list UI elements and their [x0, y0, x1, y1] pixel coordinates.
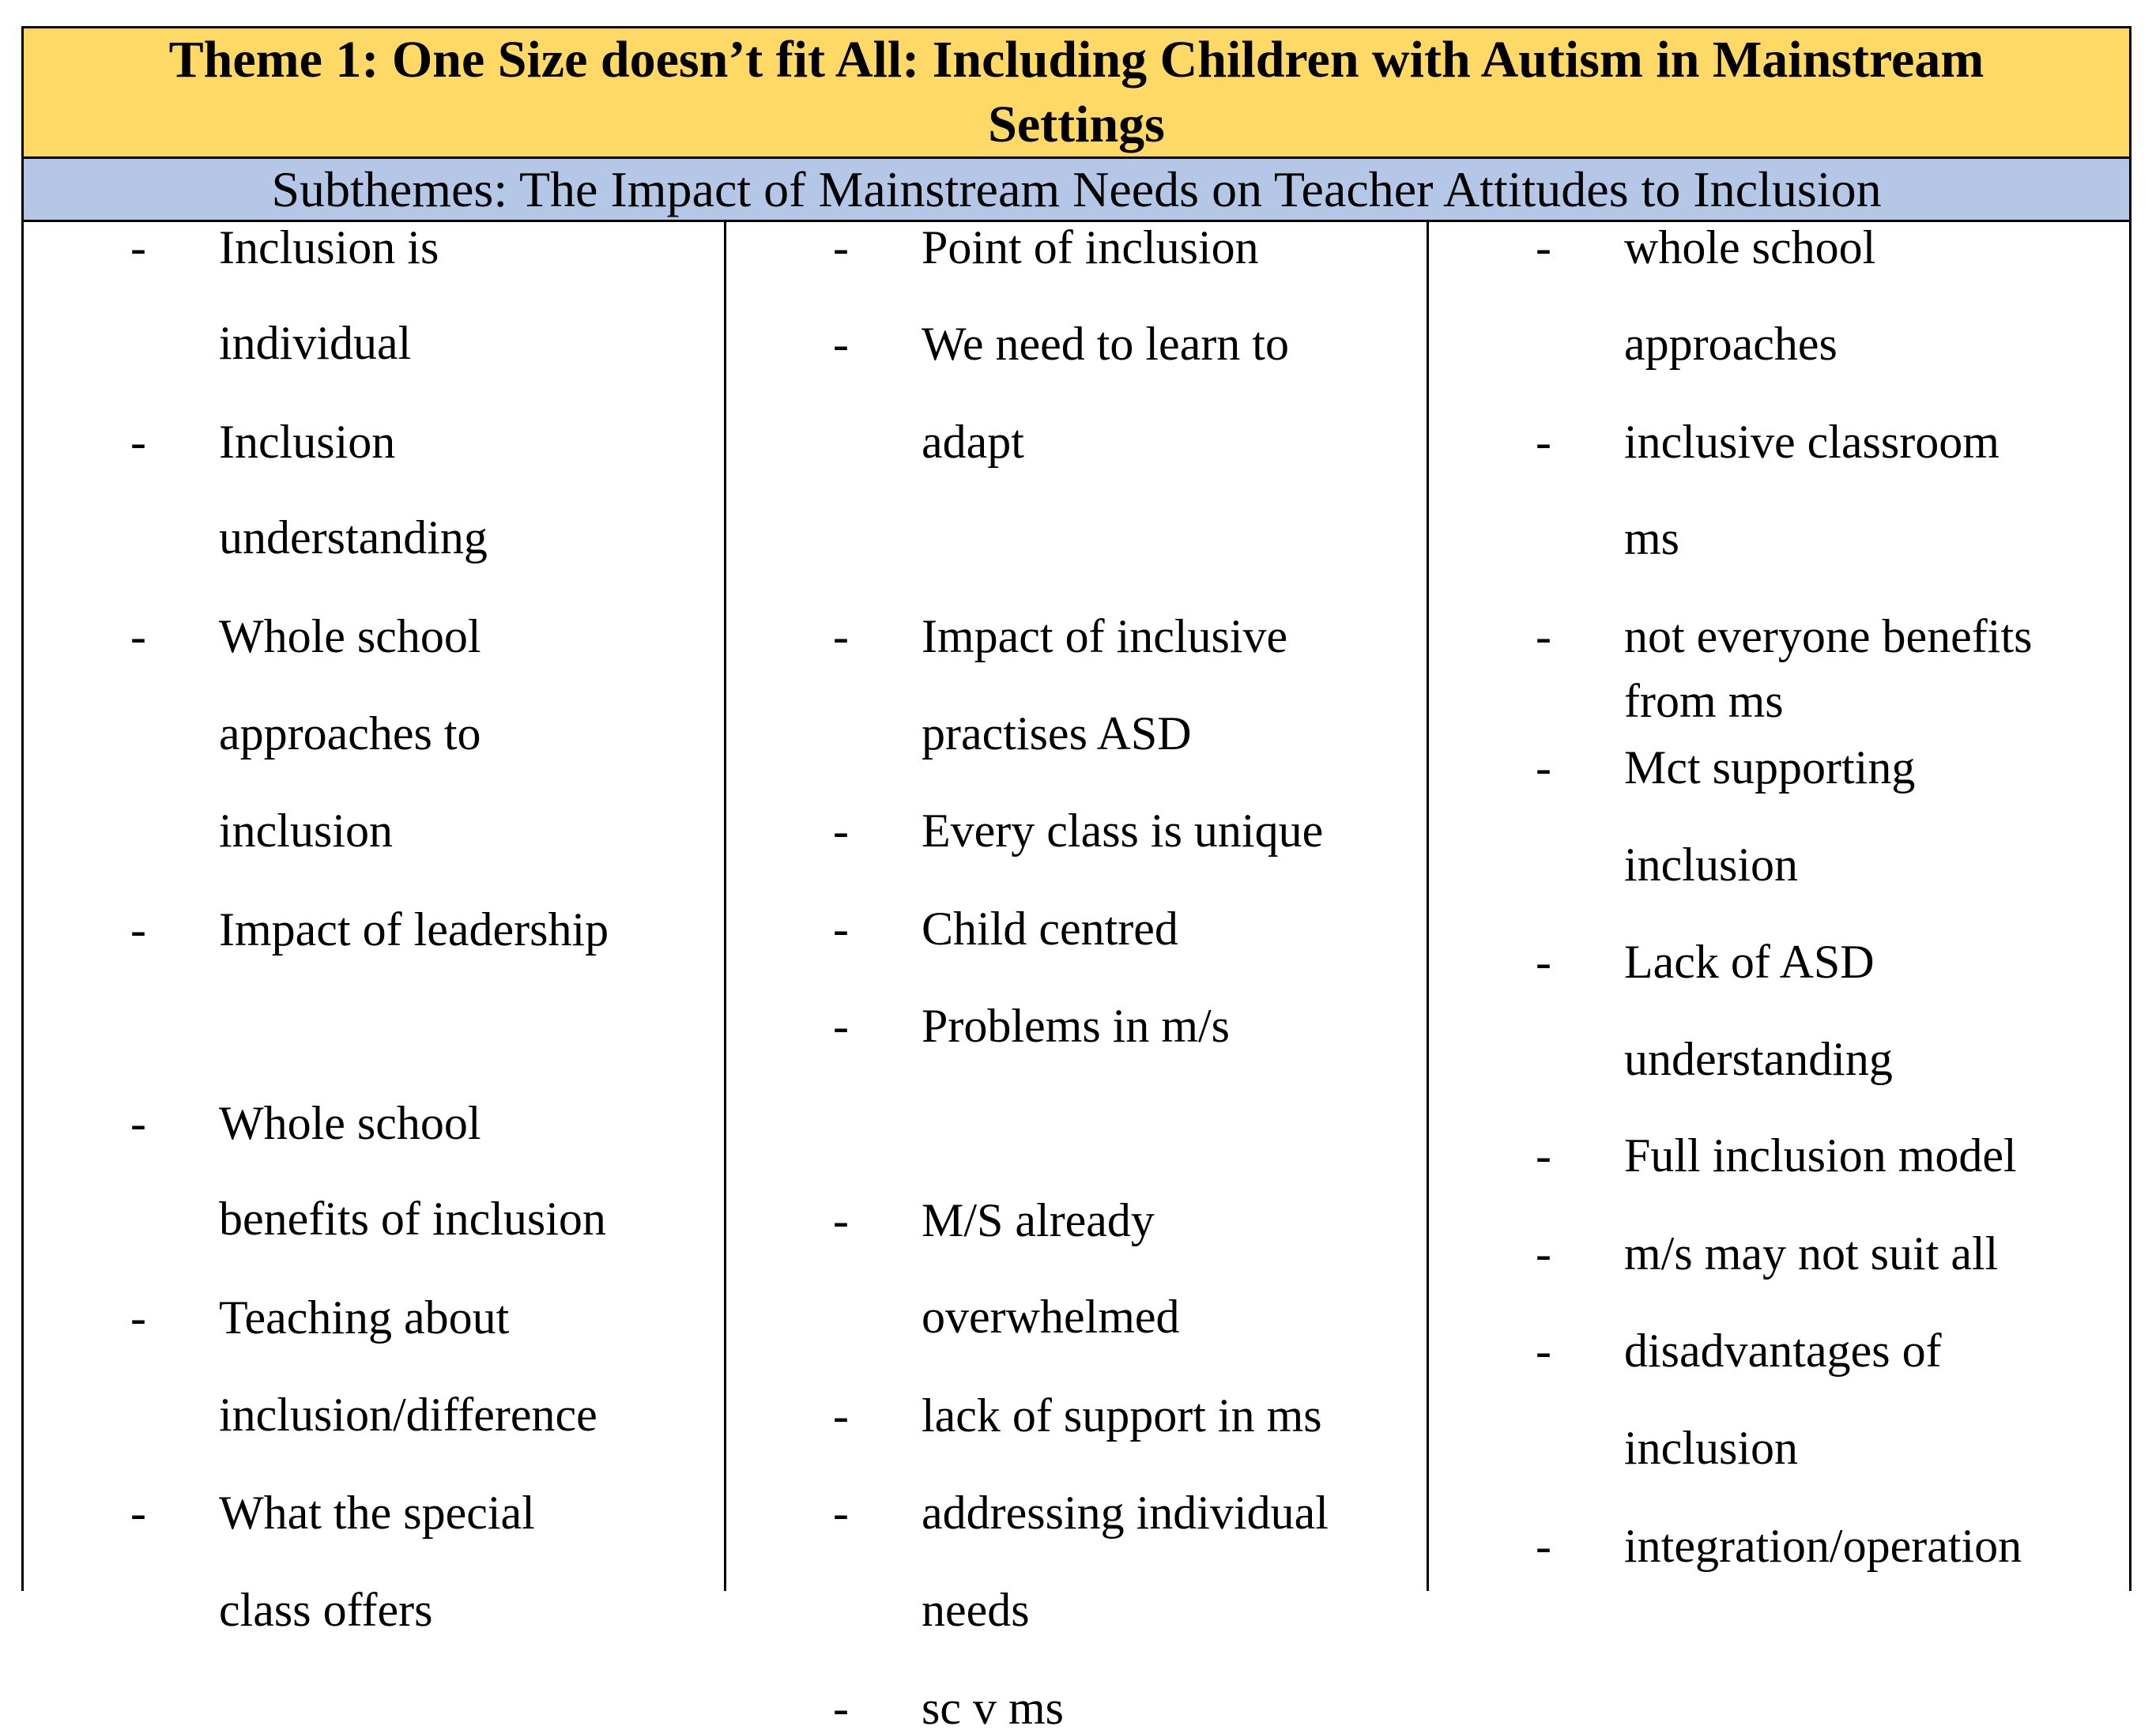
- bullet-dash: -: [833, 1194, 849, 1246]
- code-item-line: Whole school: [219, 610, 481, 662]
- code-item-line: What the special: [219, 1487, 535, 1539]
- code-item-line: practises ASD: [922, 707, 1192, 760]
- code-item-line: addressing individual: [922, 1487, 1329, 1539]
- code-item-line: Problems in m/s: [922, 1000, 1231, 1052]
- bullet-dash: -: [833, 903, 849, 955]
- code-item-line: Teaching about: [219, 1291, 510, 1344]
- bullet-dash: -: [1536, 1520, 1551, 1572]
- code-item-line: inclusion/difference: [219, 1389, 597, 1441]
- code-item-line: not everyone benefits: [1624, 610, 2033, 662]
- code-item-line: Child centred: [922, 903, 1178, 955]
- code-item-line: approaches: [1624, 318, 1838, 370]
- bullet-dash: -: [1536, 1227, 1551, 1280]
- code-item-line: We need to learn to: [922, 318, 1289, 370]
- bullet-dash: -: [1536, 221, 1551, 273]
- subtheme-header: [24, 159, 2129, 222]
- code-item-line: inclusive classroom: [1624, 416, 2000, 468]
- bullet-dash: -: [833, 1000, 849, 1052]
- bullet-dash: -: [130, 1487, 146, 1539]
- bullet-dash: -: [833, 318, 849, 370]
- code-item-line: inclusion: [1624, 839, 1798, 891]
- bullet-dash: -: [833, 1389, 849, 1442]
- code-item-line: Mct supporting: [1624, 741, 1916, 793]
- code-item-line: ms: [1624, 512, 1680, 564]
- bullet-dash: -: [130, 903, 146, 956]
- code-item-line: needs: [922, 1584, 1030, 1636]
- code-item-line: m/s may not suit all: [1624, 1227, 1999, 1280]
- code-item-line: inclusion: [1624, 1422, 1798, 1474]
- code-item-line: Inclusion is: [219, 221, 439, 273]
- code-item-line: Every class is unique: [922, 805, 1324, 857]
- subtheme-title: Subthemes: The Impact of Mainstream Needs on Teacher Attitudes to Inclusion: [271, 160, 1882, 217]
- code-item-line: Point of inclusion: [922, 221, 1259, 273]
- bullet-dash: -: [130, 221, 146, 273]
- code-item-line: sc v ms: [922, 1682, 1064, 1734]
- code-item-line: understanding: [1624, 1033, 1893, 1085]
- code-item-line: Inclusion: [219, 416, 396, 468]
- code-item-line: class offers: [219, 1584, 433, 1636]
- code-item-line: from ms: [1624, 675, 1784, 727]
- theme-header: [24, 28, 2129, 159]
- code-item-line: lack of support in ms: [922, 1389, 1322, 1442]
- code-item-line: Impact of inclusive: [922, 610, 1288, 662]
- code-item-line: Whole school: [219, 1097, 481, 1149]
- bullet-dash: -: [833, 805, 849, 857]
- bullet-dash: -: [130, 1291, 146, 1344]
- code-column-3: [1427, 222, 2129, 1591]
- code-item-line: disadvantages of: [1624, 1325, 1942, 1377]
- bullet-dash: -: [1536, 610, 1551, 662]
- bullet-dash: -: [833, 610, 849, 662]
- code-item-line: benefits of inclusion: [219, 1193, 606, 1245]
- code-columns: [24, 221, 2129, 1734]
- bullet-dash: -: [1536, 741, 1551, 793]
- code-item-line: M/S already: [922, 1194, 1155, 1246]
- code-item-line: integration/operation: [1624, 1520, 2022, 1572]
- bullet-dash: -: [1536, 936, 1551, 988]
- code-item-line: inclusion: [219, 805, 393, 857]
- bullet-dash: -: [833, 1682, 849, 1734]
- bullet-dash: -: [833, 1487, 849, 1539]
- code-item-line: overwhelmed: [922, 1291, 1180, 1343]
- bullet-dash: -: [1536, 1325, 1551, 1377]
- bullet-dash: -: [130, 1097, 146, 1149]
- code-item-line: understanding: [219, 511, 488, 564]
- bullet-dash: -: [1536, 416, 1551, 468]
- code-column-1: [24, 221, 724, 1636]
- code-item-line: approaches to: [219, 707, 481, 760]
- theme-title: Theme 1: One Size doesn’t fit All: Including Children with Autism in Mainstream Settings: [168, 31, 1984, 153]
- bullet-dash: -: [1536, 1129, 1551, 1182]
- code-item-line: whole school: [1624, 221, 1876, 273]
- code-column-2: [724, 221, 1427, 1734]
- bullet-dash: -: [130, 610, 146, 662]
- code-item-line: adapt: [922, 416, 1024, 468]
- code-item-line: Lack of ASD: [1624, 936, 1875, 988]
- bullet-dash: -: [833, 221, 849, 273]
- code-item-line: Full inclusion model: [1624, 1129, 2017, 1182]
- theme-table: [21, 26, 2132, 1734]
- code-item-line: individual: [219, 317, 412, 369]
- code-item-line: Impact of leadership: [219, 903, 609, 956]
- bullet-dash: -: [130, 416, 146, 468]
